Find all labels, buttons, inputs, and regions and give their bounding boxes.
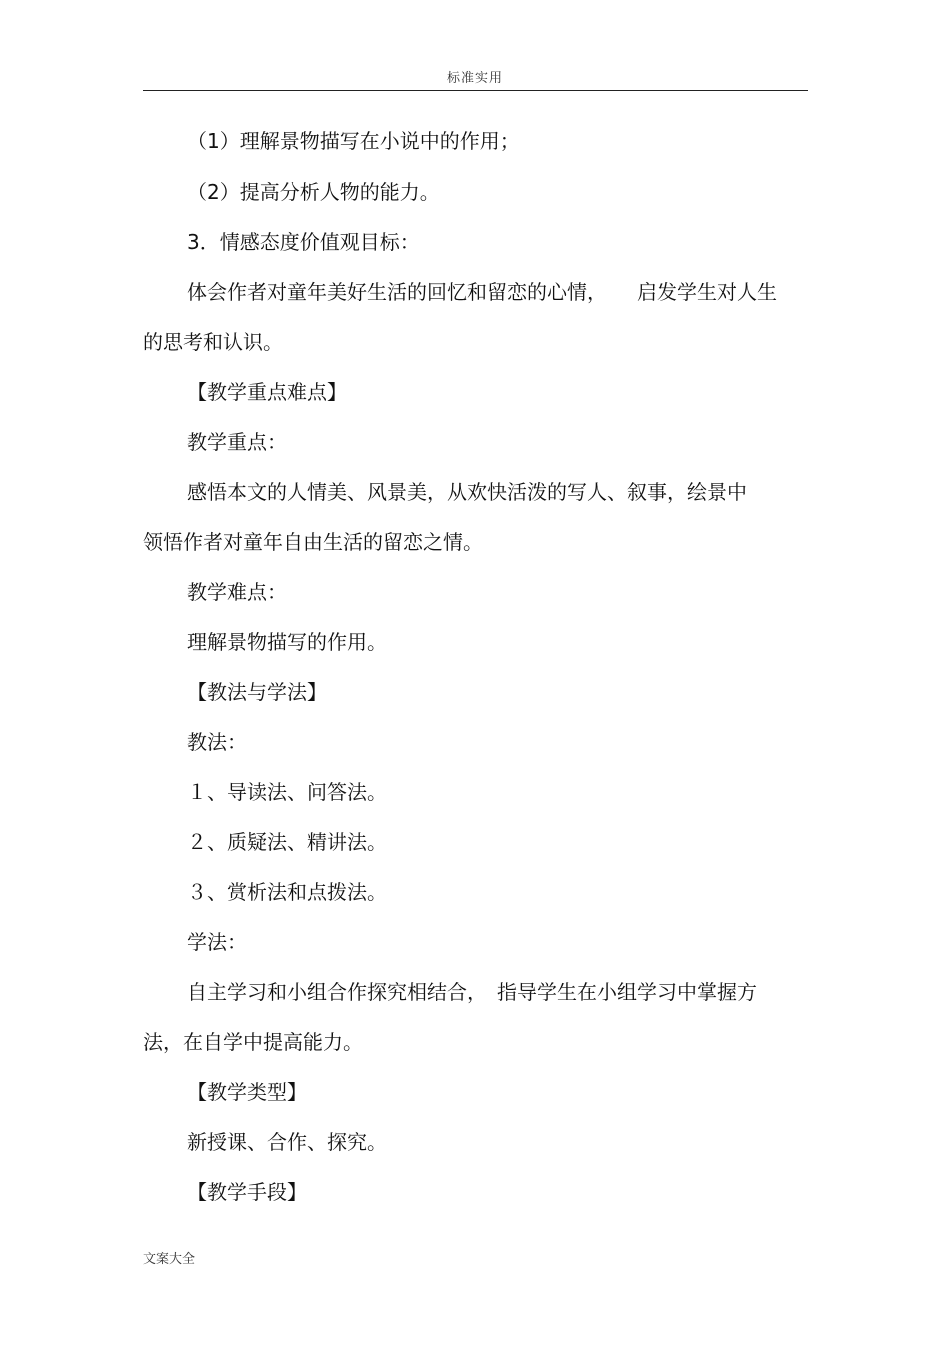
key-point-label: 教学重点：	[187, 430, 287, 454]
emotion-goal-text: 体会作者对童年美好生活的回忆和留恋的心情， 启发学生对人生	[187, 280, 777, 304]
section-heading-key-points: 【教学重点难点】	[187, 380, 347, 404]
teaching-method-label: 教法：	[187, 730, 247, 754]
difficulty-text: 理解景物描写的作用。	[187, 630, 387, 654]
lesson-type-text: 新授课、合作、探究。	[187, 1130, 387, 1154]
emotion-goal-heading: 3．情感态度价值观目标：	[187, 230, 420, 254]
emotion-goal-text-cont: 的思考和认识。	[143, 330, 283, 354]
teaching-method-item-1: １、导读法、问答法。	[187, 780, 387, 804]
learning-method-text: 自主学习和小组合作探究相结合， 指导学生在小组学习中掌握方	[187, 980, 757, 1004]
section-heading-type: 【教学类型】	[187, 1080, 307, 1104]
key-point-text-cont: 领悟作者对童年自由生活的留恋之情。	[143, 530, 483, 554]
page-header-title: 标准实用	[446, 71, 503, 86]
header-divider	[143, 90, 808, 91]
teaching-method-item-3: ３、赏析法和点拨法。	[187, 880, 387, 904]
learning-method-text-cont: 法，在自学中提高能力。	[143, 1030, 363, 1054]
key-point-text: 感悟本文的人情美、风景美，从欢快活泼的写人、叙事，绘景中	[187, 480, 747, 504]
section-heading-means: 【教学手段】	[187, 1180, 307, 1204]
difficulty-label: 教学难点：	[187, 580, 287, 604]
page-footer-text: 文案大全	[143, 1252, 196, 1267]
objective-line-1: （1）理解景物描写在小说中的作用；	[187, 129, 520, 153]
learning-method-label: 学法：	[187, 930, 247, 954]
teaching-method-item-2: ２、质疑法、精讲法。	[187, 830, 387, 854]
objective-line-2: （2）提高分析人物的能力。	[187, 180, 440, 204]
section-heading-methods: 【教法与学法】	[187, 680, 327, 704]
